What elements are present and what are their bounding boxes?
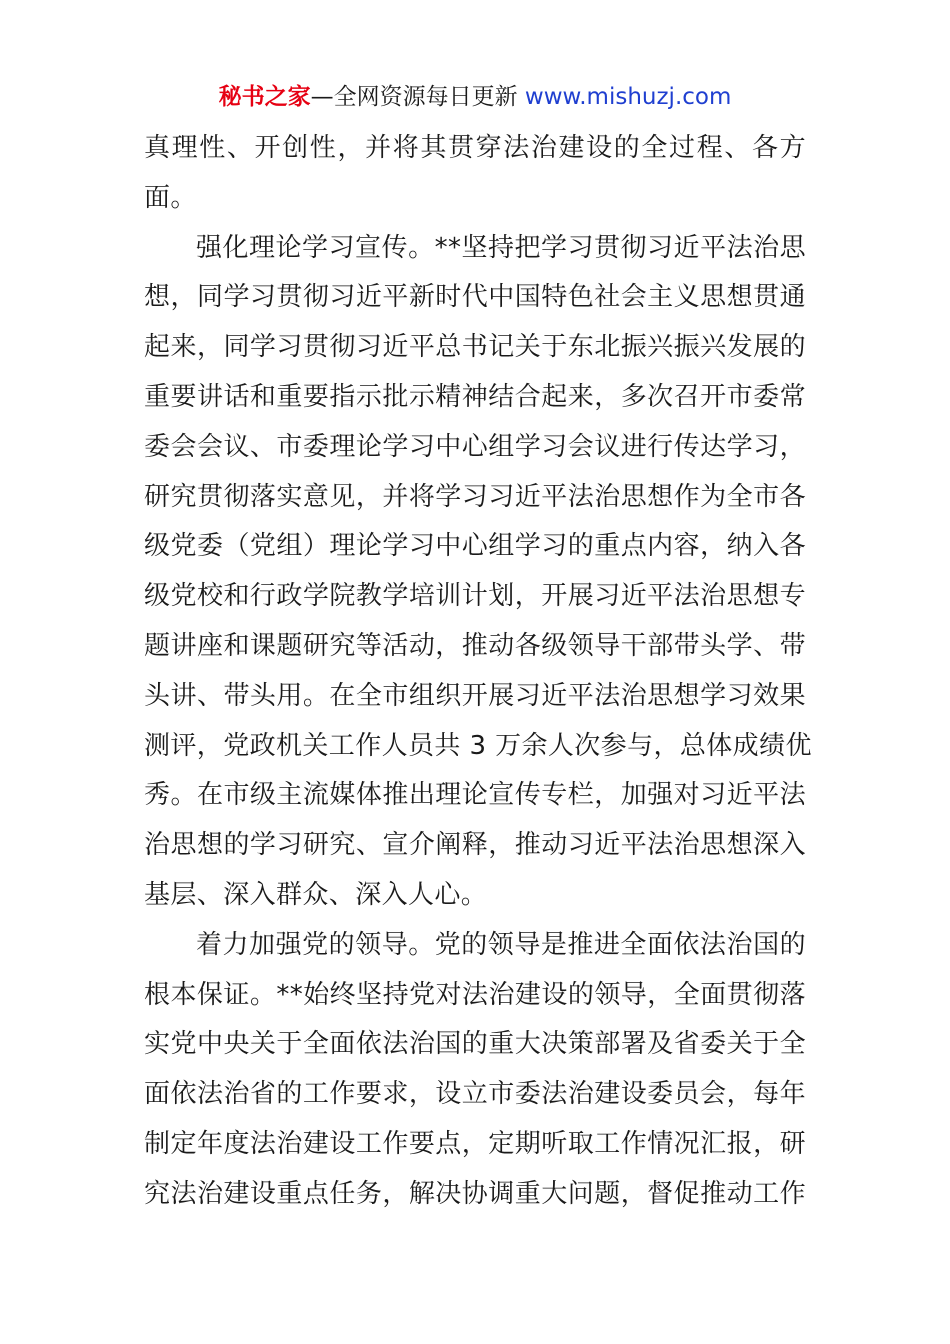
text-line: 秀。在市级主流媒体推出理论宣传专栏，加强对习近平法: [144, 780, 806, 811]
text-line: 究法治建设重点任务，解决协调重大问题，督促推动工作: [144, 1178, 806, 1209]
site-url-link[interactable]: www.mishuzj.com: [524, 84, 732, 110]
site-header: [0, 80, 950, 114]
text-line: 测评，党政机关工作人员共 3 万余人次参与，总体成绩优: [144, 730, 812, 761]
text-line: 真理性、开创性，并将其贯穿法治建设的全过程、各方: [144, 133, 806, 163]
paragraph-first-line: 强化理论学习宣传。**坚持把学习贯彻习近平法治思: [196, 232, 806, 263]
text-line: 级党校和行政学院教学培训计划，开展习近平法治思想专: [144, 581, 806, 612]
text-line: 委会会议、市委理论学习中心组学习会议进行传达学习，: [144, 431, 806, 462]
text-line: 基层、深入群众、深入人心。: [144, 879, 488, 910]
text-line: 题讲座和课题研究等活动，推动各级领导干部带头学、带: [144, 630, 806, 661]
text-line: 面依法治省的工作要求，设立市委法治建设委员会，每年: [144, 1079, 806, 1110]
text-line: 研究贯彻落实意见，并将学习习近平法治思想作为全市各: [144, 481, 806, 512]
text-line: 面。: [144, 182, 197, 213]
site-brand: 秘书之家: [218, 84, 311, 110]
text-line: 治思想的学习研究、宣介阐释，推动习近平法治思想深入: [144, 830, 806, 861]
text-line: 制定年度法治建设工作要点，定期听取工作情况汇报，研: [144, 1128, 806, 1159]
text-line: 想，同学习贯彻习近平新时代中国特色社会主义思想贯通: [144, 282, 806, 313]
site-tagline: —全网资源每日更新: [310, 84, 518, 110]
text-line: 根本保证。**始终坚持党对法治建设的领导，全面贯彻落: [144, 979, 806, 1010]
paragraph-first-line: 着力加强党的领导。党的领导是推进全面依法治国的: [196, 929, 806, 960]
text-line: 实党中央关于全面依法治国的重大决策部署及省委关于全: [144, 1029, 806, 1060]
text-line: 级党委（党组）理论学习中心组学习的重点内容，纳入各: [144, 531, 806, 562]
document-body: [144, 124, 812, 1220]
text-line: 头讲、带头用。在全市组织开展习近平法治思想学习效果: [144, 680, 806, 711]
text-line: 重要讲话和重要指示批示精神结合起来，多次召开市委常: [144, 381, 806, 412]
text-line: 起来，同学习贯彻习近平总书记关于东北振兴振兴发展的: [144, 332, 806, 363]
